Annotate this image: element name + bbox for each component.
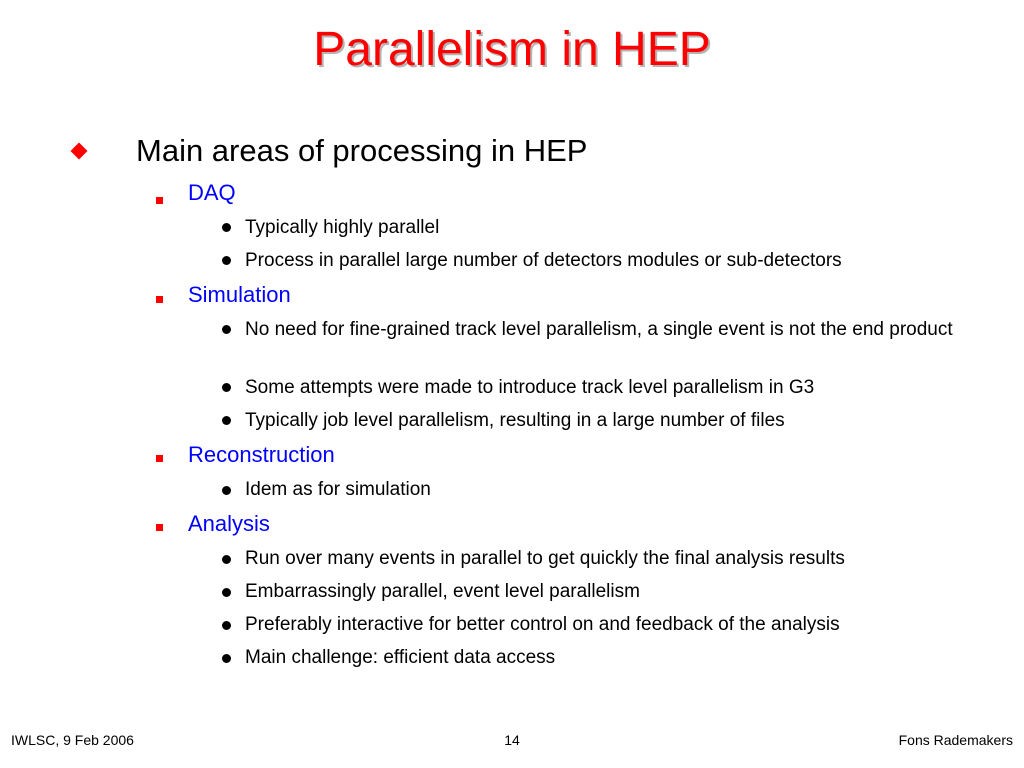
dot-bullet-icon bbox=[222, 588, 231, 597]
main-point: Main areas of processing in HEP bbox=[136, 133, 588, 168]
section-heading-analysis: Analysis bbox=[188, 511, 270, 536]
footer-author: Fons Rademakers bbox=[898, 732, 1013, 748]
dot-bullet-icon bbox=[222, 256, 231, 265]
section-heading-simulation: Simulation bbox=[188, 282, 291, 307]
list-item: Run over many events in parallel to get quickly the final analysis results bbox=[245, 548, 845, 569]
square-bullet-icon bbox=[156, 197, 163, 204]
slide-title: Parallelism in HEP bbox=[313, 23, 711, 76]
list-item: Typically job level parallelism, resulting in a large number of files bbox=[245, 410, 785, 431]
page-number: 14 bbox=[504, 732, 520, 748]
list-item: No need for fine-grained track level parallelism, a single event is not the end product bbox=[245, 319, 953, 340]
square-bullet-icon bbox=[156, 455, 163, 462]
list-item: Preferably interactive for better control on and feedback of the analysis bbox=[245, 614, 840, 635]
section-heading-reconstruction: Reconstruction bbox=[188, 442, 335, 467]
list-item: Some attempts were made to introduce track level parallelism in G3 bbox=[245, 377, 815, 398]
list-item: Main challenge: efficient data access bbox=[245, 647, 556, 668]
square-bullet-icon bbox=[156, 296, 163, 303]
dot-bullet-icon bbox=[222, 416, 231, 425]
dot-bullet-icon bbox=[222, 223, 231, 232]
list-item: Typically highly parallel bbox=[245, 217, 440, 238]
dot-bullet-icon bbox=[222, 325, 231, 334]
dot-bullet-icon bbox=[222, 621, 231, 630]
diamond-bullet-icon bbox=[71, 143, 88, 160]
list-item: Embarrassingly parallel, event level parallelism bbox=[245, 581, 640, 602]
list-item: Process in parallel large number of detectors modules or sub-detectors bbox=[245, 250, 842, 271]
footer-event: IWLSC, 9 Feb 2006 bbox=[11, 732, 134, 748]
dot-bullet-icon bbox=[222, 383, 231, 392]
dot-bullet-icon bbox=[222, 555, 231, 564]
list-item: Idem as for simulation bbox=[245, 479, 431, 500]
dot-bullet-icon bbox=[222, 486, 231, 495]
section-heading-daq: DAQ bbox=[188, 180, 236, 205]
square-bullet-icon bbox=[156, 524, 163, 531]
dot-bullet-icon bbox=[222, 654, 231, 663]
